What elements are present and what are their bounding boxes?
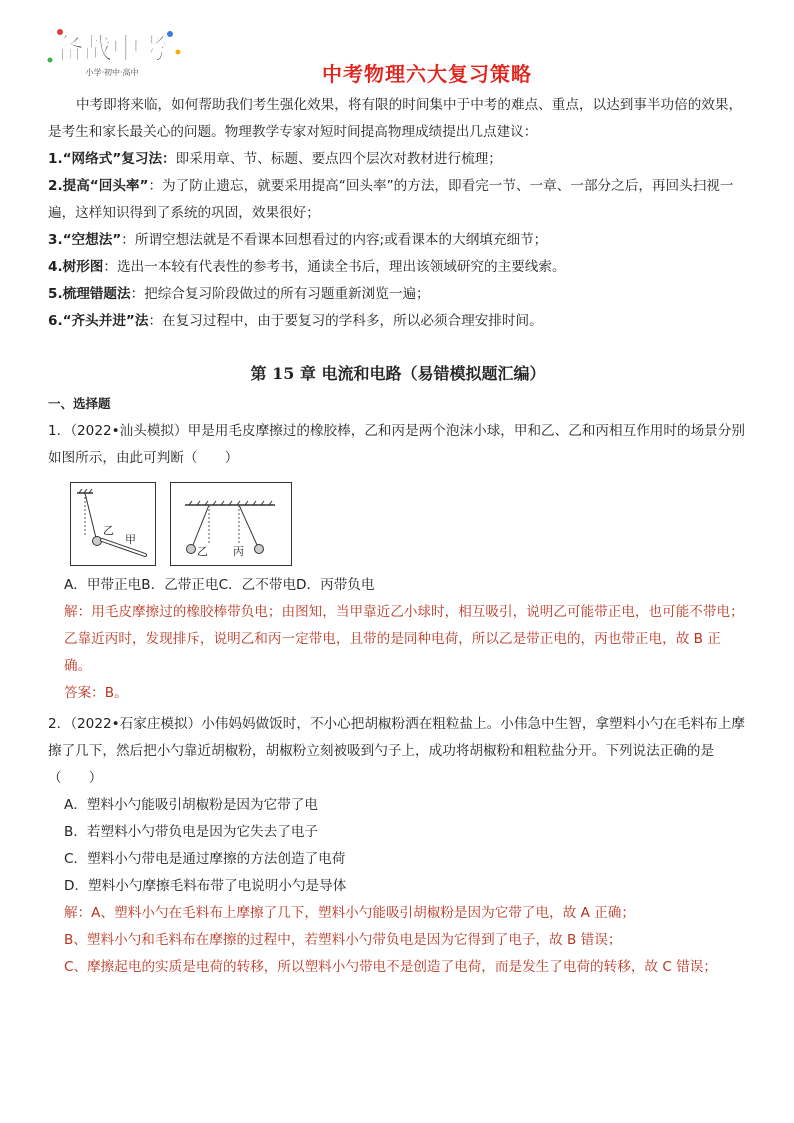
option-c: C．塑料小勺带电是通过摩擦的方法创造了电荷	[64, 851, 346, 867]
strategy-item: 4.树形图：选出一本较有代表性的参考书，通读全书后，理出该领域研究的主要线索。	[48, 259, 566, 275]
page-title: 中考物理六大复习策略	[322, 62, 532, 86]
question-2-solution	[48, 900, 748, 981]
question-2-options	[48, 792, 748, 900]
strategy-item: 6.“齐头并进”法：在复习过程中，由于要复习的学科多，所以必须合理安排时间。	[48, 313, 543, 329]
intro-paragraph: 中考即将来临，如何帮助我们考生强化效果，将有限的时间集中于中考的难点、重点，以达到事半功倍的效果，是考生和家长最关心的问题。物理教学专家对短时间提高物理成绩提出几点建议：	[48, 97, 743, 140]
solution-line: B、塑料小勺和毛料布在摩擦的过程中，若塑料小勺带负电是因为它得到了电子，故 B 错误；	[64, 932, 622, 948]
question-1-figures	[70, 482, 748, 566]
section-heading: 一、选择题	[48, 396, 111, 411]
question-1-stem: 1．（2022•汕头模拟）甲是用毛皮摩擦过的橡胶棒，乙和丙是两个泡沫小球，甲和乙、乙和丙相互作用时的场景分别如图所示，由此可判断（ ）	[48, 423, 745, 466]
strategy-item: 1.“网络式”复习法：即采用章、节、标题、要点四个层次对教材进行梳理；	[48, 151, 502, 167]
label-yi: 乙	[197, 545, 208, 558]
label-jia: 甲	[125, 533, 136, 546]
question-1-options	[64, 572, 748, 599]
strategy-list	[48, 146, 748, 335]
question-1-answer: 答案：B。	[64, 685, 128, 701]
question-2-stem: 2．（2022•石家庄模拟）小伟妈妈做饭时，不小心把胡椒粉洒在粗粒盐上。小伟急中生智，拿塑料小勺在毛料布上摩擦了几下，然后把小勺靠近胡椒粉，胡椒粉立刻被吸到勺子上，成功将胡椒粉和粗粒盐分开。下列说法正确的是（ ）	[48, 716, 745, 786]
option-a: A．甲带正电	[64, 577, 142, 593]
option-d: D．丙带负电	[296, 577, 375, 593]
figure-jia-yi	[70, 482, 156, 566]
option-c: C．乙不带电	[218, 577, 297, 593]
option-d: D．塑料小勺摩擦毛料布带了电说明小勺是导体	[64, 878, 347, 894]
option-b: B．若塑料小勺带负电是因为它失去了电子	[64, 824, 319, 840]
label-yi: 乙	[103, 524, 114, 537]
logo-subtext: 小学·初中·高中	[85, 68, 139, 77]
option-a: A．塑料小勺能吸引胡椒粉是因为它带了电	[64, 797, 318, 813]
solution-line: C、摩擦起电的实质是电荷的转移，所以塑料小勺带电不是创造了电荷，而是发生了电荷的转移，故 C 错误；	[64, 959, 717, 975]
strategy-item: 2.提高“回头率”：为了防止遗忘，就要采用提高“回头率”的方法，即看完一节、一章、一部分之后，再回头扫视一遍，这样知识得到了系统的巩固，效果很好；	[48, 178, 734, 221]
chapter-title: 第 15 章 电流和电路（易错模拟题汇编）	[250, 364, 546, 383]
page-content	[48, 92, 748, 981]
label-bing: 丙	[233, 545, 244, 558]
solution-line: 解：A、塑料小勺在毛料布上摩擦了几下，塑料小勺能吸引胡椒粉是因为它带了电，故 A 正确；	[64, 905, 635, 921]
question-1-solution: 解：用毛皮摩擦过的橡胶棒带负电；由图知，当甲靠近乙小球时，相互吸引，说明乙可能带正电，也可能不带电；乙靠近丙时，发现排斥，说明乙和丙一定带电，且带的是同种电荷，所以乙是带正电的，丙也带正电，故 B 正确。	[64, 604, 744, 674]
strategy-item: 5.梳理错题法：把综合复习阶段做过的所有习题重新浏览一遍；	[48, 286, 430, 302]
logo-text: 备战中考	[55, 32, 169, 65]
strategy-item: 3.“空想法”：所谓空想法就是不看课本回想看过的内容;或看课本的大纲填充细节；	[48, 232, 548, 248]
option-b: B．乙带正电	[141, 577, 219, 593]
figure-yi-bing	[170, 482, 292, 566]
